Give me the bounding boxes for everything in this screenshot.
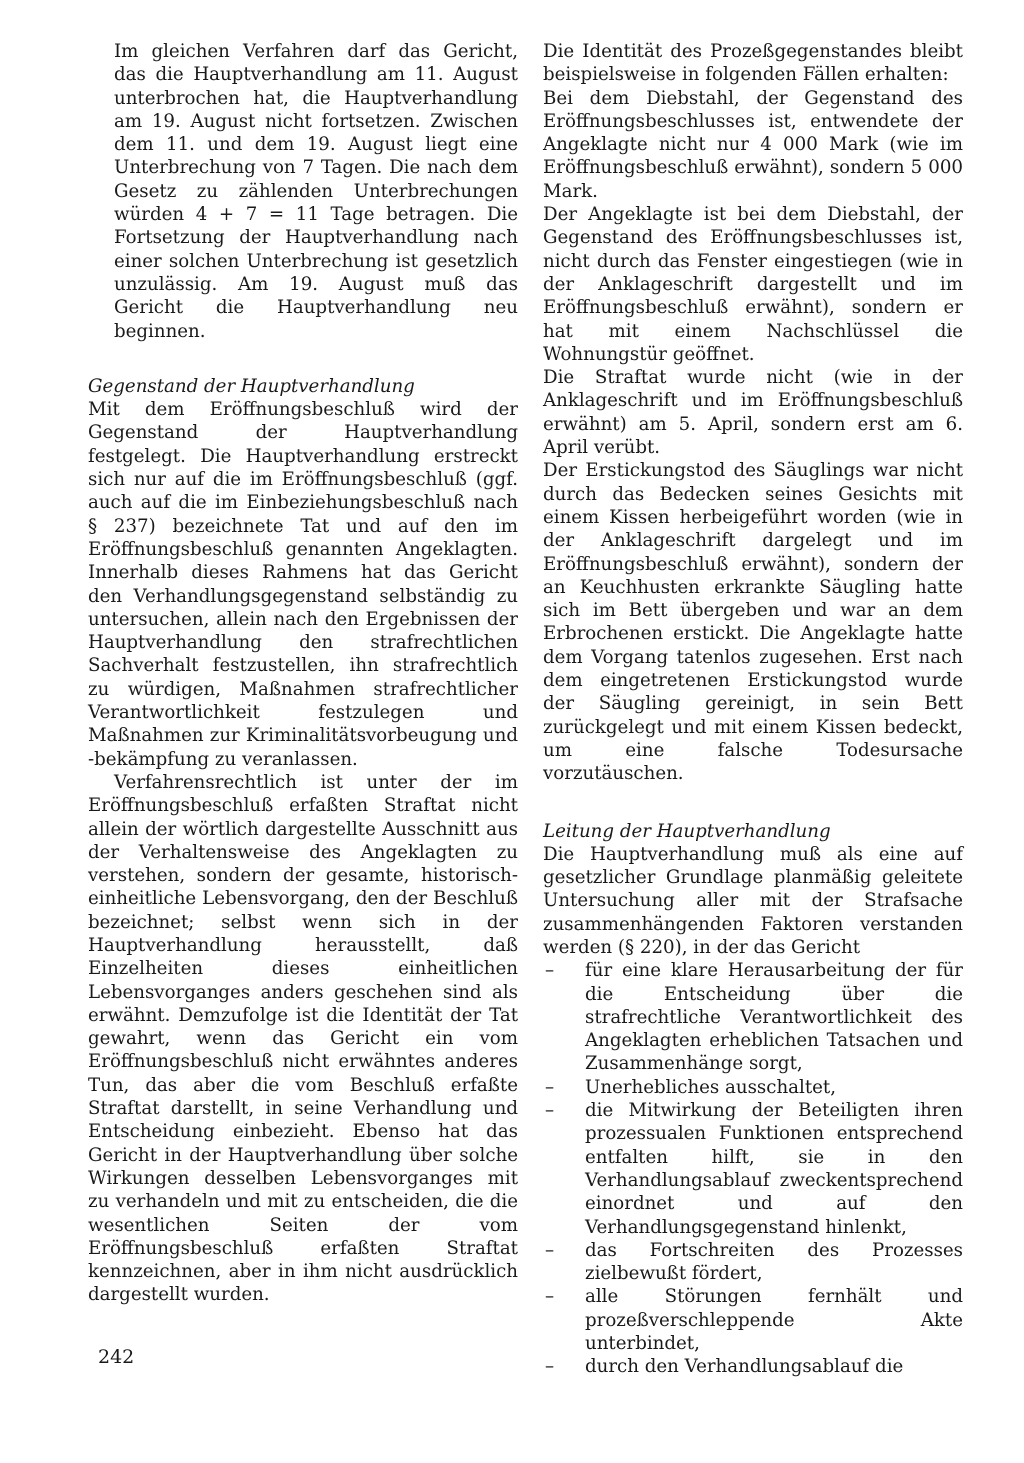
list-item: – durch den Verhandlungsablauf die [543, 1355, 963, 1378]
left-column [88, 40, 518, 1307]
example-1: Bei dem Diebstahl, der Gegenstand des Eröffnungsbeschlusses ist, entwendete der Angeklagte nicht nur 4 000 Mark (wie im Eröffnungsbeschluß erwähnt), sondern 5 000 Mark. [543, 87, 963, 202]
intro-paragraph: Im gleichen Verfahren darf das Gericht, das die Hauptverhandlung am 11. August unterbrochen hat, die Hauptverhandlung am 19. August nicht fortsetzen. Zwischen dem 11. und dem 19. August liegt eine Unterbrechung von 7 Tagen. Die nach dem Gesetz zu zählenden Unterbrechungen würden 4 + 7 = 11 Tage betragen. Die Fortsetzung der Hauptverhandlung nach einer solchen Unterbrechung ist gesetzlich unzulässig. Am 19. August muß das Gericht die Hauptverhandlung neu beginnen. [114, 41, 518, 342]
page-number: 242 [98, 1346, 135, 1368]
list-item: – das Fortschreiten des Prozesses zielbewußt fördert, [543, 1239, 963, 1286]
paragraph-gegenstand-1: Mit dem Eröffnungsbeschluß wird der Gegenstand der Hauptverhandlung festgelegt. Die Hauptverhandlung erstreckt sich nur auf die im Eröffnungsbeschluß (ggf. auch auf die im Einbeziehungsbeschluß nach § 237) bezeichnete Tat und auf den im Eröffnungsbeschluß genannten Angeklagten. Innerhalb dieses Rahmens hat das Gericht den Verhandlungsgegenstand selbständig zu untersuchen, allein nach den Ergebnissen der Hauptverhandlung den strafrechtlichen Sachverhalt festzustellen, ihn strafrechtlich zu würdigen, Maßnahmen strafrechtlicher Verantwortlichkeit festzulegen und Maßnahmen zur Kriminalitätsvorbeugung und -bekämpfung zu veranlassen. [88, 399, 518, 770]
paragraph-leitung: Die Hauptverhandlung muß als eine auf gesetzlicher Grundlage planmäßig geleitete Untersuchung aller mit der Strafsache zusammenhängenden Faktoren verstanden werden (§ 220), in der das Gericht [543, 843, 963, 958]
section-heading-gegenstand: Gegenstand der Hauptverhandlung [88, 375, 415, 397]
paragraph-gegenstand-2: Verfahrensrechtlich ist unter der im Eröffnungsbeschluß erfaßten Straftat nicht allein der wörtlich dargestellte Ausschnitt aus der Verhaltensweise des Angeklagten zu verstehen, sondern der gesamte, historisch-einheitliche Lebensvorgang, den der Beschluß bezeichnet; selbst wenn sich in der Hauptverhandlung herausstellt, daß Einzelheiten dieses einheitlichen Lebensvorganges anders geschehen sind als erwähnt. Demzufolge ist die Identität der Tat gewahrt, wenn das Gericht ein vom Eröffnungsbeschluß nicht erwähntes anderes Tun, das aber die vom Beschluß erfaßte Straftat darstellt, in seine Verhandlung und Entscheidung einbezieht. Ebenso hat das Gericht in der Hauptverhandlung über solche Wirkungen desselben Lebensvorganges mit zu verhandeln und mit zu entscheiden, die die wesentlichen Seiten der vom Eröffnungsbeschluß erfaßten Straftat kennzeichnen, aber in ihm nicht ausdrücklich dargestellt wurden. [88, 771, 518, 1306]
list-item: – Unerhebliches ausschaltet, [543, 1076, 963, 1099]
example-4: Der Erstickungstod des Säuglings war nicht durch das Bedecken seines Gesichts mit einem Kissen herbeigeführt worden (wie in der Anklageschrift dargelegt und im Eröffnungsbeschluß erwähnt), sondern der an Keuchhusten erkrankte Säugling hatte sich im Bett übergeben und war an dem Erbrochenen erstickt. Die Angeklagte hatte dem Vorgang tatenlos zugesehen. Erst nach dem eingetretenen Erstickungstod wurde der Säugling gereinigt, in sein Bett zurückgelegt und mit einem Kissen bedeckt, um eine falsche Todesursache vorzutäuschen. [543, 460, 963, 785]
list-item: – für eine klare Herausarbeitung der für die Entscheidung über die strafrechtliche Verantwortlichkeit des Angeklagten erheblichen Tatsachen und Zusammenhänge sorgt, [543, 959, 963, 1075]
section-heading-leitung: Leitung der Hauptverhandlung [543, 820, 831, 842]
list-item: – die Mitwirkung der Beteiligten ihren prozessualen Funktionen entsprechend entfalten hilft, sie in den Verhandlungsablauf zweckentsprechend einordnet und auf den Verhandlungsgegenstand hinlenkt, [543, 1099, 963, 1239]
list-item: – alle Störungen fernhält und prozeßverschleppende Akte unterbindet, [543, 1285, 963, 1355]
example-2: Der Angeklagte ist bei dem Diebstahl, der Gegenstand des Eröffnungsbeschlusses ist, nicht durch das Fenster eingestiegen (wie in der Anklageschrift dargestellt und im Eröffnungsbeschluß erwähnt), sondern er hat mit einem Nachschlüssel die Wohnungstür geöffnet. [543, 204, 963, 365]
example-3: Die Straftat wurde nicht (wie in der Anklageschrift und im Eröffnungsbeschluß erwähnt) am 5. April, sondern erst am 6. April verübt. [543, 367, 963, 459]
duties-list [543, 959, 963, 1378]
right-column [543, 40, 963, 1379]
identity-intro: Die Identität des Prozeßgegenstandes bleibt beispielsweise in folgenden Fällen erhalten: [543, 41, 963, 86]
